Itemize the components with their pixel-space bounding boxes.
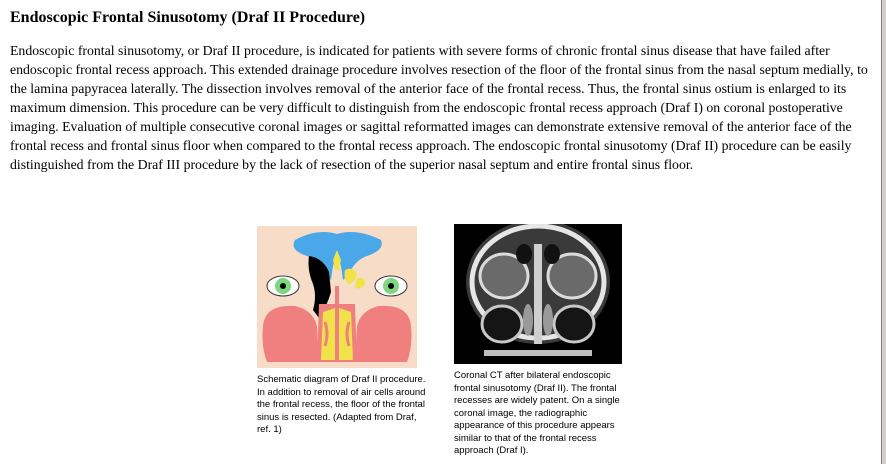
ct-figure — [454, 224, 626, 458]
article — [10, 8, 868, 174]
coronal-ct-image — [454, 224, 622, 364]
ct-caption: Coronal CT after bilateral endoscopic frontal sinusotomy (Draf II). The frontal recesses are widely patent. On a single coronal image, the radiographic appearance of this procedure appears similar to that of the frontal recess approach (Draf I). — [454, 370, 620, 456]
schematic-diagram-image — [257, 226, 417, 368]
article-body: Endoscopic frontal sinusotomy, or Draf II procedure, is indicated for patients with severe forms of chronic frontal sinus disease that have failed after endoscopic frontal recess approach. This extended drainage procedure involves resection of the floor of the frontal sinus from the nasal septum medially, to the lamina papyracea laterally. The dissection involves removal of the anterior face of the frontal recess. Thus, the frontal sinus ostium is enlarged to its maximum dimension. This procedure can be very difficult to distinguish from the endoscopic frontal recess approach (Draf I) on coronal postoperative imaging. Evaluation of multiple consecutive coronal images or sagittal reformatted images can demonstrate extensive removal of the anterior face of the frontal recess and frontal sinus floor when compared to the frontal recess approach. The endoscopic frontal sinusotomy (Draf II) procedure can be easily distinguished from the Draf III procedure by the lack of resection of the superior nasal septum and entire frontal sinus floor. — [10, 43, 868, 172]
window-scrollbar-edge[interactable] — [881, 0, 886, 464]
page-title: Endoscopic Frontal Sinusotomy (Draf II Procedure) — [10, 9, 366, 26]
schematic-caption: Schematic diagram of Draf II procedure. In addition to removal of air cells around the frontal recess, the floor of the frontal sinus is resected. (Adapted from Draf, ref. 1) — [257, 374, 426, 435]
schematic-figure — [257, 226, 426, 437]
